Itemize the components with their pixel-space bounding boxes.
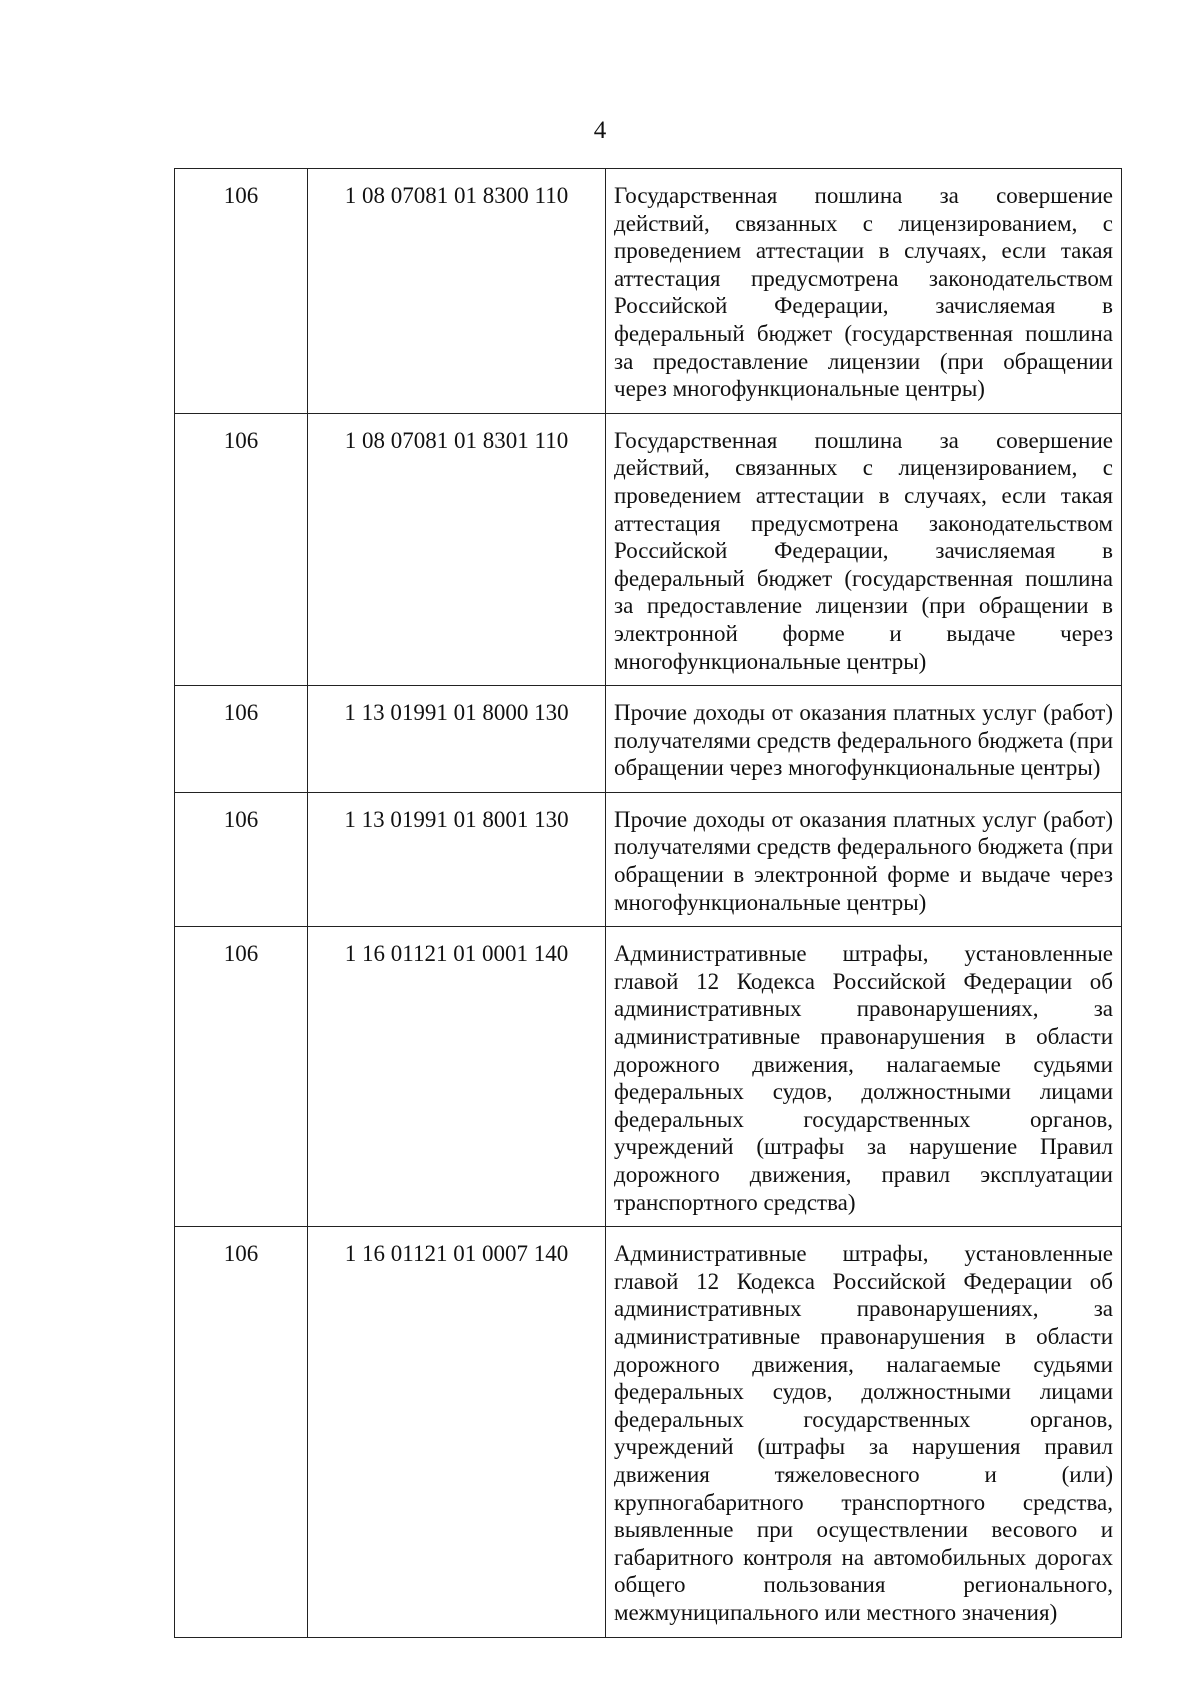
description-cell: Прочие доходы от оказания платных услуг (работ) получателями средств федерального бюджета (при обращении через многофункциональные центры) xyxy=(606,686,1122,793)
budget-code-cell: 1 16 01121 01 0001 140 xyxy=(308,927,606,1227)
description-cell: Административные штрафы, установленные главой 12 Кодекса Российской Федерации об административных правонарушениях, за административные правонарушения в области дорожного движения, налагаемые судьями федеральных судов, должностными лицами федеральных государственных органов, учреждений (штрафы за нарушения правил движения тяжеловесного и (или) крупногабаритного транспортного средства, выявленные при осуществлении весового и габаритного контроля на автомобильных дорогах общего пользования регионального, межмуниципального или местного значения) xyxy=(606,1227,1122,1637)
table-row xyxy=(175,413,1122,685)
admin-code-cell: 106 xyxy=(175,413,308,685)
admin-code-cell: 106 xyxy=(175,792,308,926)
budget-code-cell: 1 08 07081 01 8301 110 xyxy=(308,413,606,685)
budget-code-cell: 1 16 01121 01 0007 140 xyxy=(308,1227,606,1637)
page-number: 4 xyxy=(593,117,607,144)
description-cell: Административные штрафы, установленные главой 12 Кодекса Российской Федерации об административных правонарушениях, за административные правонарушения в области дорожного движения, налагаемые судьями федеральных судов, должностными лицами федеральных государственных органов, учреждений (штрафы за нарушение Правил дорожного движения, правил эксплуатации транспортного средства) xyxy=(606,927,1122,1227)
table-row xyxy=(175,169,1122,414)
budget-code-cell: 1 13 01991 01 8001 130 xyxy=(308,792,606,926)
table-row xyxy=(175,927,1122,1227)
admin-code-cell: 106 xyxy=(175,686,308,793)
admin-code-cell: 106 xyxy=(175,1227,308,1637)
budget-code-cell: 1 08 07081 01 8300 110 xyxy=(308,169,606,414)
admin-code-cell: 106 xyxy=(175,927,308,1227)
admin-code-cell: 106 xyxy=(175,169,308,414)
budget-code-cell: 1 13 01991 01 8000 130 xyxy=(308,686,606,793)
description-cell: Государственная пошлина за совершение действий, связанных с лицензированием, с проведением аттестации в случаях, если такая аттестация предусмотрена законодательством Российской Федерации, зачисляемая в федеральный бюджет (государственная пошлина за предоставление лицензии (при обращении через многофункциональные центры) xyxy=(606,169,1122,414)
table-row xyxy=(175,686,1122,793)
description-cell: Прочие доходы от оказания платных услуг (работ) получателями средств федерального бюджета (при обращении в электронной форме и выдаче через многофункциональные центры) xyxy=(606,792,1122,926)
budget-codes-table xyxy=(174,168,1122,1638)
table-row xyxy=(175,1227,1122,1637)
table-row xyxy=(175,792,1122,926)
description-cell: Государственная пошлина за совершение действий, связанных с лицензированием, с проведением аттестации в случаях, если такая аттестация предусмотрена законодательством Российской Федерации, зачисляемая в федеральный бюджет (государственная пошлина за предоставление лицензии (при обращении в электронной форме и выдаче через многофункциональные центры) xyxy=(606,413,1122,685)
